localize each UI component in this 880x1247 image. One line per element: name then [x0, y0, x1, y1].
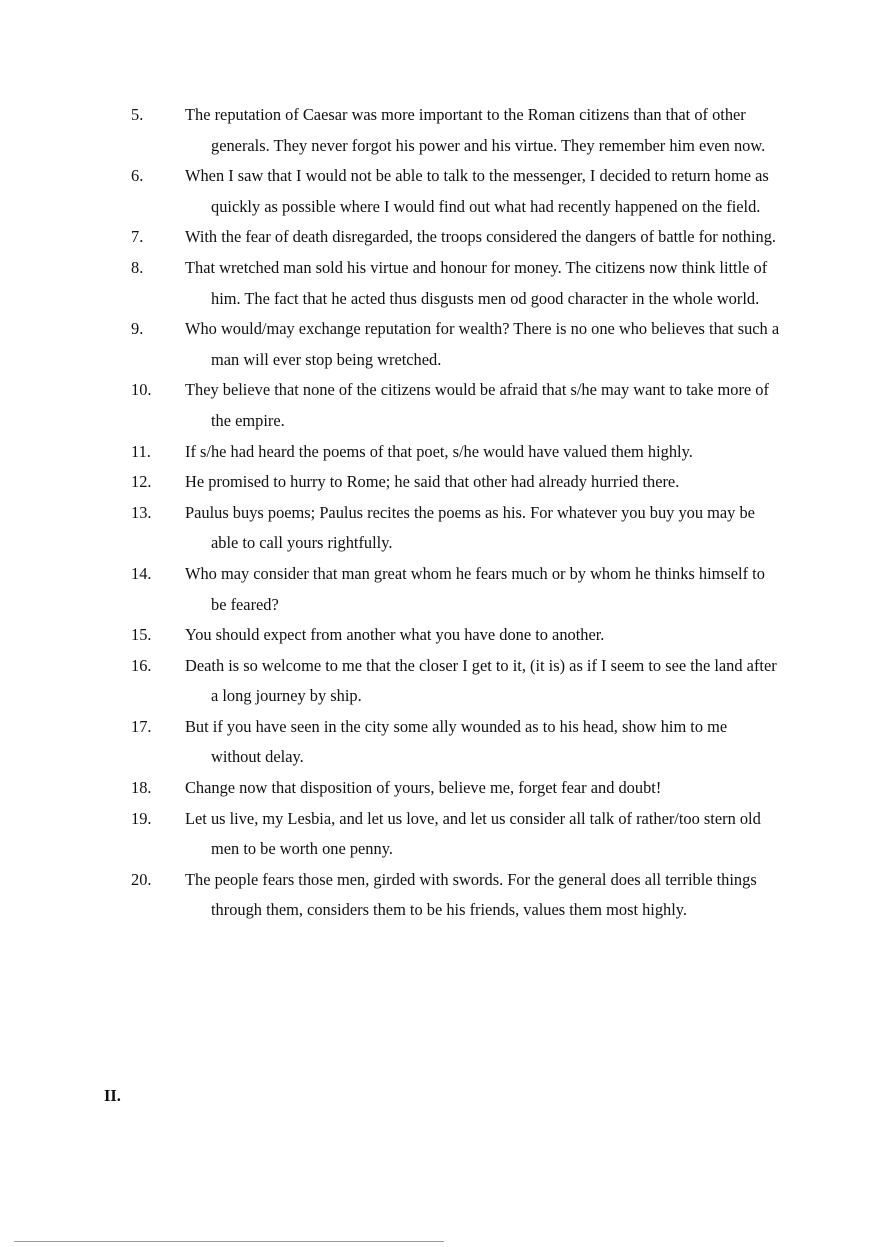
item-text: Death is so welcome to me that the closer I get to it, (it is) as if I seem to see the land after a long journey by ship.: [185, 655, 777, 706]
item-number: 9.: [131, 319, 144, 339]
item-text: When I saw that I would not be able to talk to the messenger, I decided to return home as quickly as possible where I would find out what had recently happened on the field.: [185, 166, 769, 216]
item-text: But if you have seen in the city some ally wounded as to his head, show him to me without delay.: [185, 716, 728, 767]
section-heading: II.: [104, 1086, 121, 1105]
item-number: 5.: [131, 105, 144, 124]
item-number: 10.: [131, 380, 152, 400]
item-number: 12.: [131, 472, 152, 492]
item-text: The reputation of Caesar was more important to the Roman citizens than that of other generals. They never forgot his power and his virtue. They remember him even now.: [185, 105, 766, 155]
list-item: [0, 865, 880, 926]
list-item: [0, 161, 880, 222]
item-number: 8.: [131, 257, 144, 277]
item-text: If s/he had heard the poems of that poet, s/he would have valued them highly.: [185, 441, 693, 461]
item-text: Change now that disposition of yours, believe me, forget fear and doubt!: [185, 778, 662, 798]
list-item: [0, 620, 880, 651]
item-text: With the fear of death disregarded, the troops considered the dangers of battle for nothing.: [185, 227, 777, 247]
list-item: [0, 100, 880, 161]
item-text: You should expect from another what you have done to another.: [185, 625, 605, 645]
list-item: [0, 804, 880, 865]
item-number: 17.: [131, 716, 152, 736]
list-item: [0, 437, 880, 468]
item-text: Let us live, my Lesbia, and let us love, and let us consider all talk of rather/too stern old men to be worth one penny.: [185, 808, 761, 859]
item-text: The people fears those men, girded with swords. For the general does all terrible things through them, considers them to be his friends, values them most highly.: [185, 869, 757, 920]
list-item: [0, 712, 880, 773]
list-item: [0, 375, 880, 436]
list-item: [0, 559, 880, 620]
item-number: 7.: [131, 227, 144, 247]
list-item: [0, 467, 880, 498]
item-number: 20.: [131, 869, 152, 889]
item-number: 6.: [131, 166, 144, 186]
list-item: [0, 222, 880, 253]
item-number: 15.: [131, 625, 152, 645]
item-text: Who may consider that man great whom he fears much or by whom he thinks himself to be feared?: [185, 563, 765, 614]
list-item: [0, 773, 880, 804]
item-text: Paulus buys poems; Paulus recites the poems as his. For whatever you buy you may be able to call yours rightfully.: [185, 502, 755, 553]
item-number: 19.: [131, 808, 152, 828]
item-number: 16.: [131, 655, 152, 675]
item-text: That wretched man sold his virtue and honour for money. The citizens now think little of him. The fact that he acted thus disgusts men od good character in the whole world.: [185, 257, 768, 308]
item-number: 13.: [131, 502, 152, 522]
list-item: [0, 498, 880, 559]
item-text: He promised to hurry to Rome; he said that other had already hurried there.: [185, 472, 680, 492]
list-item: [0, 651, 880, 712]
item-number: 14.: [131, 563, 152, 583]
list-item: [0, 253, 880, 314]
item-number: 18.: [131, 778, 152, 798]
item-number: 11.: [131, 441, 151, 461]
item-text: Who would/may exchange reputation for wealth? There is no one who believes that such a man will ever stop being wretched.: [185, 319, 780, 369]
numbered-sentence-list: [0, 100, 880, 926]
item-text: They believe that none of the citizens would be afraid that s/he may want to take more of the empire.: [185, 380, 769, 430]
footnote-divider: [14, 1241, 444, 1242]
list-item: [0, 314, 880, 375]
